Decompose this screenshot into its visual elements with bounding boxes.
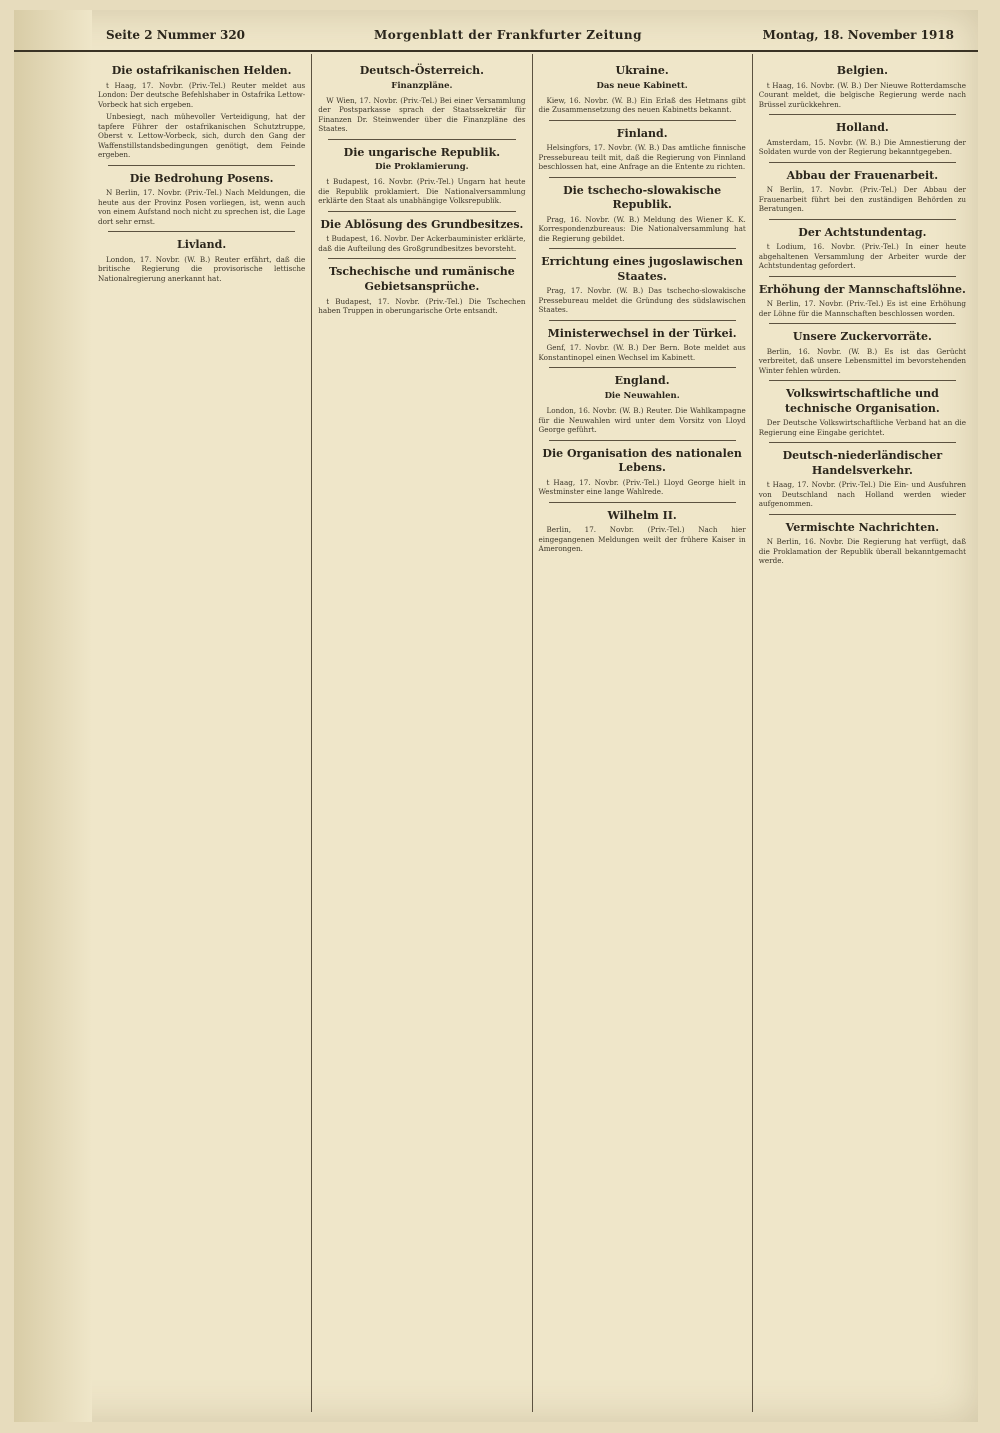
column-3 <box>533 54 753 1412</box>
column-4 <box>753 54 972 1412</box>
article-headline: Volkswirtschaftliche und technische Organisation. <box>784 387 940 415</box>
section-divider <box>328 258 515 259</box>
article-headline: Die ostafrikanischen Helden. <box>111 64 292 77</box>
issue-date: Montag, 18. November 1918 <box>762 28 954 42</box>
article-headline: Unsere Zuckervorräte. <box>792 330 932 344</box>
article-paragraph: N Berlin, 17. Novbr. (Priv.-Tel.) Es ist eine Erhöhung der Löhne für die Mannschaften beschlossen worden. <box>758 299 966 318</box>
section-divider <box>549 248 736 249</box>
article-paragraph: t Haag, 17. Novbr. (Priv.-Tel.) Lloyd George hielt in Westminster eine lange Wahlrede. <box>538 477 746 497</box>
article-headline: Errichtung eines jugoslawischen Staates. <box>541 255 743 283</box>
article-paragraph: Prag, 17. Novbr. (W. B.) Das tschecho-slowakische Pressebureau meldet die Gründung des südslawischen Staates. <box>538 286 746 315</box>
article-paragraph: t Budapest, 16. Novbr. Der Ackerbauminister erklärte, daß die Aufteilung des Großgrundbesitzes bevorsteht. <box>318 234 526 253</box>
section-divider <box>549 440 736 441</box>
article-paragraph: t Lodium, 16. Novbr. (Priv.-Tel.) In einer heute abgehaltenen Versammlung der Arbeiter wurde der Achtstundentag gefordert. <box>758 242 966 271</box>
newspaper-page <box>14 10 978 1422</box>
article-columns <box>92 54 972 1412</box>
article-paragraph: t Haag, 16. Novbr. (W. B.) Der Nieuwe Rotterdamsche Courant meldet, die belgische Regierung werde nach Brüssel zurückkehren. <box>758 80 966 109</box>
article-headline: Belgien. <box>836 64 888 77</box>
article-headline: England. <box>614 374 670 388</box>
section-divider <box>769 219 956 220</box>
article-headline: Die Bedrohung Posens. <box>129 171 274 185</box>
article-headline: Deutsch-niederländischer Handelsverkehr. <box>782 449 943 477</box>
article-headline: Finland. <box>616 126 668 140</box>
article-subheadline: Das neue Kabinett. <box>596 80 688 91</box>
article-paragraph: t Haag, 17. Novbr. (Priv.-Tel.) Die Ein- und Ausfuhren von Deutschland nach Holland werden wieder aufgenommen. <box>758 480 966 509</box>
article-paragraph: t Haag, 17. Novbr. (Priv.-Tel.) Reuter meldet aus London: Der deutsche Befehlshaber in Ostafrika Lettow-Vorbeck hat sich ergeben. <box>98 80 306 109</box>
article-paragraph: London, 17. Novbr. (W. B.) Reuter erfährt, daß die britische Regierung die provisorische lettische Nationalregierung anerkannt hat. <box>98 254 306 283</box>
section-divider <box>769 323 956 324</box>
article-headline: Abbau der Frauenarbeit. <box>786 168 939 182</box>
article-paragraph: Der Deutsche Volkswirtschaftliche Verband hat an die Regierung eine Eingabe gerichtet. <box>758 418 966 437</box>
article-paragraph: t Budapest, 17. Novbr. (Priv.-Tel.) Die Tschechen haben Truppen in oberungarische Orte entsandt. <box>318 296 526 316</box>
section-divider <box>769 380 956 381</box>
article-headline: Deutsch-Österreich. <box>359 64 484 77</box>
article-paragraph: London, 16. Novbr. (W. B.) Reuter. Die Wahlkampagne für die Neuwahlen wird unter dem Vorsitz von Lloyd George geführt. <box>538 406 746 435</box>
article-headline: Erhöhung der Mannschaftslöhne. <box>758 282 966 296</box>
section-divider <box>549 367 736 368</box>
section-divider <box>549 120 736 121</box>
page-header <box>14 10 978 52</box>
masthead-title: Morgenblatt der Frankfurter Zeitung <box>374 28 643 42</box>
article-paragraph: Genf, 17. Novbr. (W. B.) Der Bern. Bote meldet aus Konstantinopel einen Wechsel im Kabinett. <box>538 343 746 362</box>
article-headline: Die Ablösung des Grundbesitzes. <box>320 217 524 231</box>
article-headline: Der Achtstundentag. <box>798 225 927 239</box>
article-subheadline: Finanzpläne. <box>391 80 453 91</box>
article-paragraph: Berlin, 16. Novbr. (W. B.) Es ist das Gerücht verbreitet, daß unsere Lebensmittel im bevorstehenden Winter fehlen würden. <box>758 346 966 375</box>
article-headline: Ukraine. <box>615 64 669 77</box>
article-subheadline: Die Neuwahlen. <box>604 390 680 401</box>
article-paragraph: Prag, 16. Novbr. (W. B.) Meldung des Wiener K. K. Korrespondenzbureaus: Die Nationalversammlung hat die Regierung gebildet. <box>538 214 746 243</box>
section-divider <box>328 139 515 140</box>
article-headline: Die ungarische Republik. <box>343 145 501 159</box>
article-paragraph: Berlin, 17. Novbr. (Priv.-Tel.) Nach hier eingegangenen Meldungen weilt der frühere Kaiser in Amerongen. <box>538 525 746 554</box>
section-divider <box>549 502 736 503</box>
section-divider <box>549 177 736 178</box>
article-headline: Wilhelm II. <box>607 508 677 522</box>
section-divider <box>549 320 736 321</box>
section-divider <box>328 211 515 212</box>
section-divider <box>108 165 295 166</box>
section-divider <box>108 231 295 232</box>
article-paragraph: W Wien, 17. Novbr. (Priv.-Tel.) Bei einer Versammlung der Postsparkasse sprach der Staatssekretär für Finanzen Dr. Steinwender über die Finanzpläne des Staates. <box>318 95 526 134</box>
article-headline: Die Organisation des nationalen Lebens. <box>542 446 742 475</box>
article-paragraph: t Budapest, 16. Novbr. (Priv.-Tel.) Ungarn hat heute die Republik proklamiert. Die Nationalversammlung erklärte den Staat als unabhängige Volksrepublik. <box>318 177 526 206</box>
section-divider <box>769 114 956 115</box>
article-headline: Livland. <box>177 238 227 252</box>
section-divider <box>769 514 956 515</box>
section-divider <box>769 276 956 277</box>
article-headline: Die tschecho-slowakische Republik. <box>563 183 722 212</box>
article-paragraph: Amsterdam, 15. Novbr. (W. B.) Die Amnestierung der Soldaten wurde von der Regierung bekanntgegeben. <box>758 137 966 157</box>
article-headline: Vermischte Nachrichten. <box>785 520 940 534</box>
article-headline: Tschechische und rumänische Gebietsansprüche. <box>328 265 515 293</box>
section-divider <box>769 442 956 443</box>
column-2 <box>312 54 532 1412</box>
article-headline: Holland. <box>836 121 889 135</box>
article-paragraph: Kiew, 16. Novbr. (W. B.) Ein Erlaß des Hetmans gibt die Zusammensetzung des neuen Kabinetts bekannt. <box>538 95 746 115</box>
column-1 <box>92 54 312 1412</box>
article-paragraph: Unbesiegt, nach mühevoller Verteidigung, hat der tapfere Führer der ostafrikanischen Schutztruppe, Oberst v. Lettow-Vorbeck, sich, durch den Gang der Waffenstillstandsbedingungen genötigt, dem Feinde ergeben. <box>98 112 306 160</box>
page-binding-shadow <box>14 10 92 1422</box>
page-number: Seite 2 Nummer 320 <box>106 28 246 42</box>
article-paragraph: N Berlin, 17. Novbr. (Priv.-Tel.) Nach Meldungen, die heute aus der Provinz Posen vorliegen, ist, wenn auch von einem Aufstand noch nicht zu sprechen ist, die Lage dort sehr ernst. <box>98 188 306 226</box>
article-paragraph: N Berlin, 16. Novbr. Die Regierung hat verfügt, daß die Proklamation der Republik überall bekanntgemacht werde. <box>758 537 966 566</box>
section-divider <box>769 162 956 163</box>
article-paragraph: Helsingfors, 17. Novbr. (W. B.) Das amtliche finnische Pressebureau teilt mit, daß die Regierung von Finnland beschlossen hat, eine Anfrage an die Entente zu richten. <box>538 143 746 172</box>
article-paragraph: N Berlin, 17. Novbr. (Priv.-Tel.) Der Abbau der Frauenarbeit führt bei den zuständigen Behörden zu Beratungen. <box>758 185 966 214</box>
article-headline: Ministerwechsel in der Türkei. <box>547 326 737 340</box>
article-subheadline: Die Proklamierung. <box>375 162 469 173</box>
